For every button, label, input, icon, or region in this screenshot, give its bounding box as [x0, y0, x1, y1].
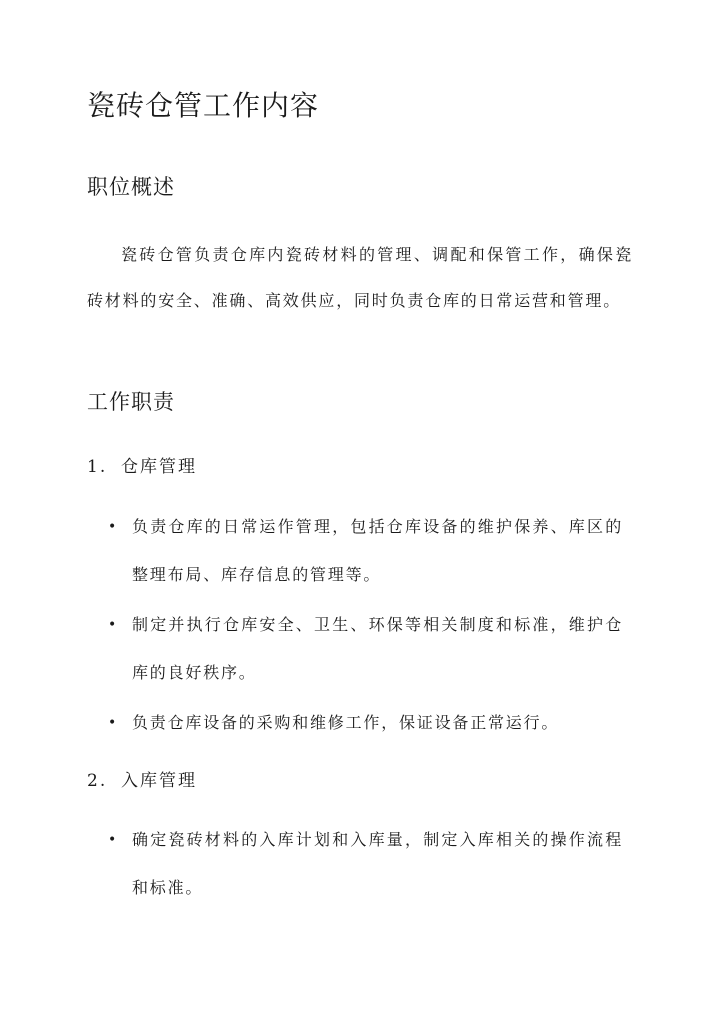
list-item [108, 699, 623, 747]
bullet-icon: • [108, 832, 119, 848]
section-heading-inbound [87, 769, 197, 793]
section-heading-warehouse [87, 455, 197, 479]
list-item [108, 816, 623, 912]
bullet-icon: • [108, 715, 119, 731]
list-item-text: 负责仓库的日常运作管理，包括仓库设备的维护保养、库区的整理布局、库存信息的管理等。 [132, 517, 623, 584]
overview-paragraph: 瓷砖仓管负责仓库内瓷砖材料的管理、调配和保管工作，确保瓷砖材料的安全、准确、高效供应，同时负责仓库的日常运营和管理。 [87, 245, 633, 310]
list-item-text: 制定并执行仓库安全、卫生、环保等相关制度和标准，维护仓库的良好秩序。 [132, 615, 623, 682]
list-item [108, 601, 623, 697]
document-title: 瓷砖仓管工作内容 [87, 89, 320, 122]
section-title: 入库管理 [121, 771, 197, 791]
bullet-icon: • [108, 519, 119, 535]
list-item [108, 503, 623, 599]
list-item-text: 确定瓷砖材料的入库计划和入库量，制定入库相关的操作流程和标准。 [132, 830, 623, 897]
duties-heading: 工作职责 [87, 390, 175, 414]
section-number: 2. [87, 771, 108, 791]
list-item-text: 负责仓库设备的采购和维修工作，保证设备正常运行。 [132, 713, 560, 732]
overview-heading: 职位概述 [87, 175, 175, 199]
bullet-icon: • [108, 617, 119, 633]
section-number: 1. [87, 457, 108, 477]
section-title: 仓库管理 [121, 457, 197, 477]
